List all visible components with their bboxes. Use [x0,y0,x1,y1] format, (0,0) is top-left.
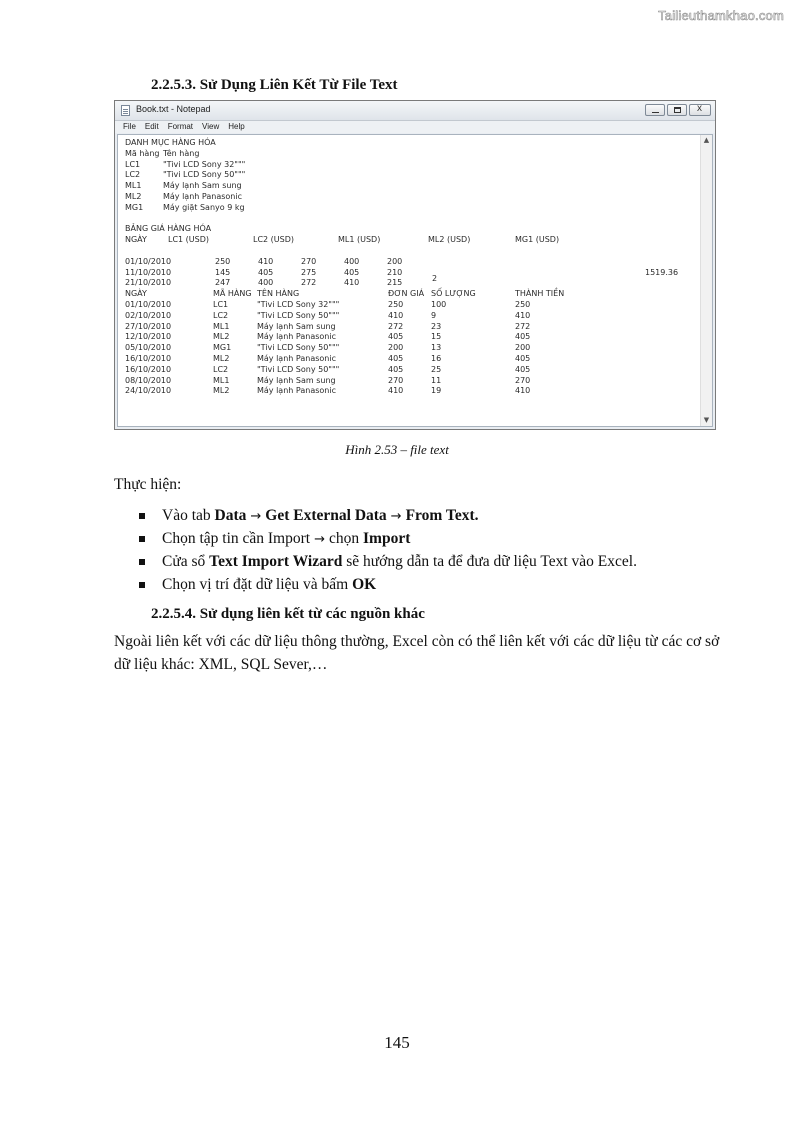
step-bold: Text Import Wizard [209,553,343,570]
notepad-line [125,322,698,333]
notepad-cell: ML1 (USD) [338,235,381,245]
scroll-up-icon[interactable]: ▲ [703,136,710,144]
notepad-line [125,300,698,311]
notepad-cell: 200 [387,256,403,266]
notepad-cell: "Tivi LCD Sony 32""" [163,159,246,169]
notepad-cell: Máy lạnh Panasonic [257,353,336,363]
notepad-cell: 272 [515,321,531,331]
notepad-icon [121,105,130,116]
notepad-cell: 16/10/2010 [125,364,172,374]
notepad-line [125,181,698,192]
notepad-cell: 275 [301,267,317,277]
notepad-cell: 9 [431,310,437,320]
notepad-cell: LC2 [125,170,141,180]
step-text: Chọn tập tin cần Import [162,530,311,547]
notepad-title: Book.txt - Notepad [136,104,211,114]
notepad-cell: Máy lạnh Sam sung [163,181,242,191]
notepad-line [125,332,698,343]
notepad-cell: NGÀY [125,235,147,245]
notepad-line [125,386,698,397]
notepad-cell: 21/10/2010 [125,278,172,288]
scroll-down-icon[interactable]: ▼ [703,416,710,424]
step-bold: Import [363,530,411,547]
vertical-scrollbar[interactable] [700,135,712,426]
notepad-window [114,100,716,430]
notepad-cell: SỐ LƯỢNG [431,289,476,299]
notepad-cell: 405 [258,267,274,277]
watermark: Tailieuthamkhao.com [658,8,784,23]
notepad-cell: LC1 (USD) [168,235,210,245]
notepad-cell: MG1 [125,202,144,212]
notepad-cell: MG1 (USD) [515,235,560,245]
notepad-cell: 23 [431,321,442,331]
notepad-cell: TÊN HÀNG [257,289,300,299]
notepad-cell: 1519.36 [645,267,679,277]
notepad-cell: 270 [301,256,317,266]
list-item [138,529,637,552]
notepad-cell: ML2 [213,386,230,396]
notepad-line [125,203,698,214]
notepad-cell: 01/10/2010 [125,299,172,309]
notepad-cell: Máy lạnh Panasonic [163,191,242,201]
notepad-line [125,149,698,160]
step-bold: OK [352,576,377,593]
page-number: 145 [384,1033,410,1052]
notepad-cell: THÀNH TIỀN [515,289,565,299]
section-heading-file-text: 2.2.5.3. Sử Dụng Liên Kết Từ File Text [151,77,398,93]
list-item [138,552,637,575]
arrow-right-icon: → [314,532,325,547]
notepad-cell: 11/10/2010 [125,267,172,277]
menu-view[interactable]: View [202,122,220,131]
notepad-cell: 13 [431,343,442,353]
notepad-cell: 02/10/2010 [125,310,172,320]
notepad-cell: LC1 [213,299,229,309]
step-text: Vào tab [162,507,215,524]
notepad-cell: 25 [431,364,442,374]
notepad-cell: 405 [515,332,531,342]
notepad-cell: 145 [215,267,231,277]
notepad-line [125,235,698,246]
notepad-line [125,138,698,149]
notepad-cell: 100 [431,299,447,309]
notepad-cell: 272 [301,278,317,288]
notepad-cell: 200 [515,343,531,353]
notepad-cell: 2 [432,274,438,284]
notepad-cell: MG1 [213,343,232,353]
notepad-cell: 16/10/2010 [125,353,172,363]
notepad-cell: 410 [388,386,404,396]
notepad-cell: "Tivi LCD Sony 50""" [257,343,340,353]
notepad-cell: 410 [258,256,274,266]
notepad-cell: 200 [388,343,404,353]
notepad-cell: 410 [515,386,531,396]
notepad-cell: 405 [388,364,404,374]
notepad-cell: ĐƠN GIÁ [388,289,425,299]
notepad-cell: 05/10/2010 [125,343,172,353]
step-text: Chọn vị trí đặt dữ liệu và bấm [162,576,353,593]
notepad-cell: 27/10/2010 [125,321,172,331]
notepad-cell: 410 [515,310,531,320]
notepad-cell: 405 [388,332,404,342]
notepad-cell: "Tivi LCD Sony 50""" [257,364,340,374]
notepad-line [125,214,698,225]
notepad-cell: MÃ HÀNG [213,289,252,299]
notepad-text-area[interactable] [117,134,713,427]
notepad-cell: 270 [388,375,404,385]
notepad-cell: 15 [431,332,442,342]
notepad-line [125,170,698,181]
notepad-cell: 210 [387,267,403,277]
notepad-cell: 24/10/2010 [125,386,172,396]
notepad-cell: 270 [515,375,531,385]
notepad-cell: ML2 (USD) [428,235,471,245]
menu-help[interactable]: Help [228,122,245,131]
notepad-line [125,274,698,289]
notepad-titlebar[interactable] [115,101,715,121]
menu-file[interactable]: File [123,122,136,131]
notepad-cell: 11 [431,375,442,385]
notepad-line [125,268,698,279]
notepad-cell: LC2 [213,364,229,374]
notepad-cell: Mã hàng [125,148,160,158]
notepad-cell: 272 [388,321,404,331]
notepad-cell: 250 [388,299,404,309]
list-item [138,506,637,529]
notepad-cell: Máy giặt Sanyo 9 kg [163,202,245,212]
notepad-cell: 410 [388,310,404,320]
notepad-cell: DANH MỤC HÀNG HÓA [125,138,216,147]
step-bold: From Text. [405,507,479,524]
step-text: chọn [329,530,364,547]
step-text: sẽ hướng dẫn ta để đưa dữ liệu Text vào Excel. [342,553,637,570]
notepad-cell: LC1 [125,159,141,169]
notepad-cell: 410 [344,278,360,288]
notepad-cell: Máy lạnh Sam sung [257,321,336,331]
menu-edit[interactable]: Edit [144,122,159,131]
steps-list [138,506,637,598]
minimize-icon[interactable] [645,104,665,116]
notepad-cell: 405 [515,353,531,363]
figure-caption: Hình 2.53 – file text [345,442,449,457]
notepad-cell: 250 [215,256,231,266]
notepad-cell: Máy lạnh Sam sung [257,375,336,385]
notepad-line [125,289,698,300]
notepad-cell: 400 [258,278,274,288]
notepad-menubar [115,121,715,133]
window-controls [645,104,711,116]
notepad-cell: 400 [344,256,360,266]
notepad-content [125,138,698,426]
notepad-cell: ML1 [213,321,230,331]
notepad-line [125,257,698,268]
section-heading-other-sources: 2.2.5.4. Sử dụng liên kết từ các nguồn khác [151,606,425,622]
maximize-icon[interactable] [667,104,687,116]
notepad-cell: 16 [431,353,442,363]
notepad-cell: 247 [215,278,231,288]
notepad-line [125,160,698,171]
notepad-cell: NGÀY [125,289,147,299]
notepad-cell: 08/10/2010 [125,375,172,385]
step-bold: Get External Data [265,507,387,524]
steps-intro: Thực hiện: [114,476,182,493]
arrow-right-icon: → [390,509,402,524]
notepad-cell: 405 [515,364,531,374]
notepad-cell: Máy lạnh Panasonic [257,332,336,342]
notepad-line [125,365,698,376]
notepad-line [125,343,698,354]
notepad-cell: LC2 [213,310,229,320]
notepad-cell: ML1 [213,375,230,385]
arrow-right-icon: → [250,509,262,524]
notepad-line [125,376,698,387]
notepad-cell: 215 [387,278,403,288]
notepad-line [125,224,698,235]
step-text: Cửa sổ [162,553,210,570]
notepad-line [125,311,698,322]
notepad-cell: 250 [515,299,531,309]
menu-format[interactable]: Format [167,122,194,131]
notepad-cell: 19 [431,386,442,396]
notepad-cell: LC2 (USD) [253,235,295,245]
notepad-cell: "Tivi LCD Sony 32""" [257,299,340,309]
close-icon[interactable] [689,104,711,116]
section-paragraph: Ngoài liên kết với các dữ liệu thông thường, Excel còn có thể liên kết với các dữ liệu từ các cơ sở dữ liệu khác: XML, SQL Sever,… [114,633,720,673]
notepad-cell: ML2 [213,332,230,342]
notepad-cell: ML1 [125,181,142,191]
notepad-cell: 405 [388,353,404,363]
notepad-cell: ML2 [213,353,230,363]
notepad-cell: ML2 [125,191,142,201]
notepad-cell: "Tivi LCD Sony 50""" [257,310,340,320]
notepad-cell: 12/10/2010 [125,332,172,342]
notepad-cell: 405 [344,267,360,277]
notepad-cell: 01/10/2010 [125,256,172,266]
notepad-line [125,192,698,203]
notepad-cell: "Tivi LCD Sony 50""" [163,170,246,180]
notepad-cell: Máy lạnh Panasonic [257,386,336,396]
step-bold: Data [214,507,247,524]
list-item [138,575,637,598]
notepad-line [125,354,698,365]
notepad-cell: Tên hàng [163,148,200,158]
notepad-line [125,246,698,257]
notepad-cell: BẢNG GIÁ HÀNG HÓA [125,224,212,234]
